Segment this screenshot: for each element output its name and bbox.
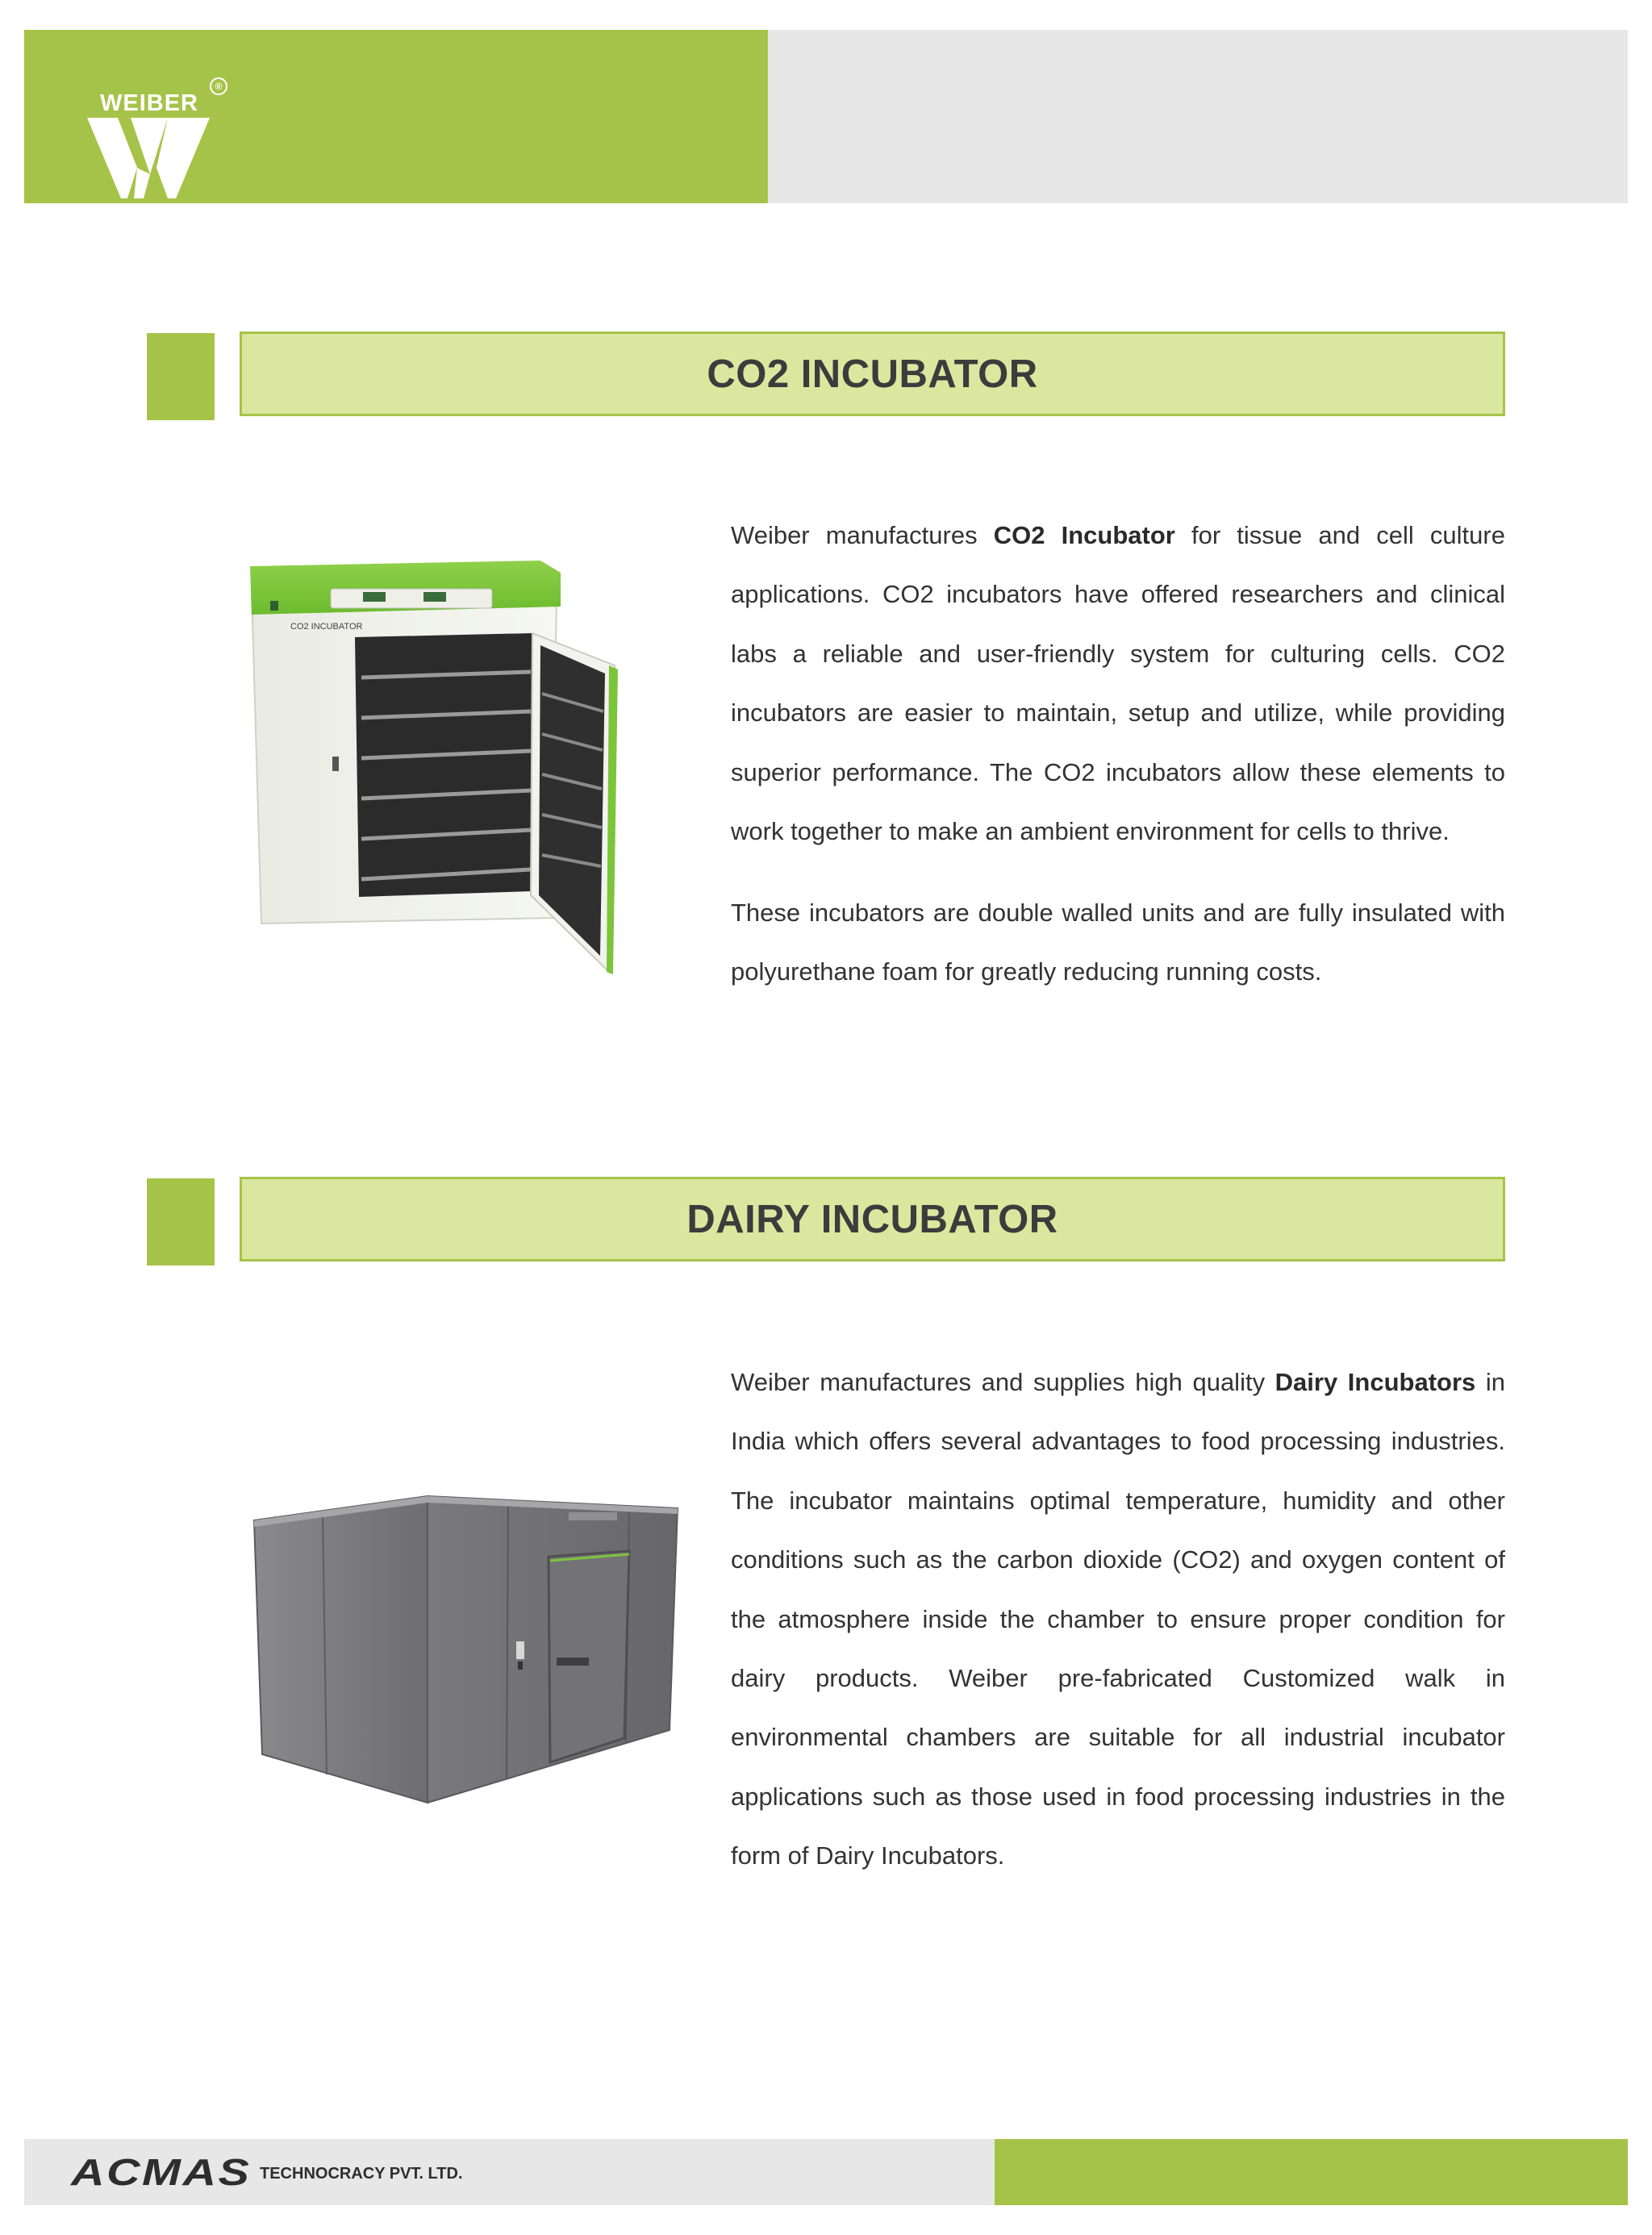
- co2-insulation-paragraph: These incubators are double walled units and are fully insulated with polyurethane foam for greatly reducing running costs.: [731, 899, 1505, 986]
- w-monogram-icon: [87, 118, 216, 198]
- header-grey-band: [768, 30, 1628, 203]
- unit-nameplate: CO2 INCUBATOR: [290, 622, 363, 632]
- registered-mark: ®: [210, 77, 227, 95]
- footer-green-band: [995, 2139, 1628, 2205]
- company-name-suffix: TECHNOCRACY PVT. LTD.: [260, 2165, 463, 2183]
- dairy-incubator-image: [250, 1488, 686, 1811]
- section-marker-square: [147, 333, 215, 420]
- co2-incubator-image: [242, 557, 645, 984]
- brand-wordmark: WEIBER: [100, 90, 198, 116]
- highlight-co2-incubator: CO2 Incubator: [993, 521, 1175, 549]
- acmas-logo[interactable]: ACMAS: [71, 2151, 252, 2193]
- section-title-co2-incubator: [240, 331, 1505, 416]
- co2-description-paragraph: Weiber manufactures CO2 Incubator for tissue and cell culture applications. CO2 incubators have offered researchers and clinical labs a reliable and user-friendly system for culturing cells. CO2 incubators are easier to maintain, setup and utilize, while providing superior performance. The CO2 incubators allow these elements to work together to make an ambient environment for cells to thrive.: [731, 521, 1505, 846]
- weiber-logo[interactable]: [81, 74, 234, 203]
- section-title-dairy-incubator: [240, 1177, 1505, 1261]
- section-marker-square: [147, 1178, 215, 1266]
- section-title-text: DAIRY INCUBATOR: [686, 1197, 1058, 1241]
- highlight-dairy-incubators: Dairy Incubators: [1274, 1368, 1476, 1396]
- section-title-text: CO2 INCUBATOR: [707, 352, 1038, 396]
- dairy-description-paragraph: Weiber manufactures and supplies high quality Dairy Incubators in India which offers several advantages to food processing industries. The incubator maintains optimal temperature, humidity and other conditions such as the carbon dioxide (CO2) and oxygen content of the atmosphere inside the chamber to ensure proper condition for dairy products. Weiber pre-fabricated Customized walk in environmental chambers are suitable for all industrial incubator applications such as those used in food processing industries in the form of Dairy Incubators.: [731, 1368, 1505, 1870]
